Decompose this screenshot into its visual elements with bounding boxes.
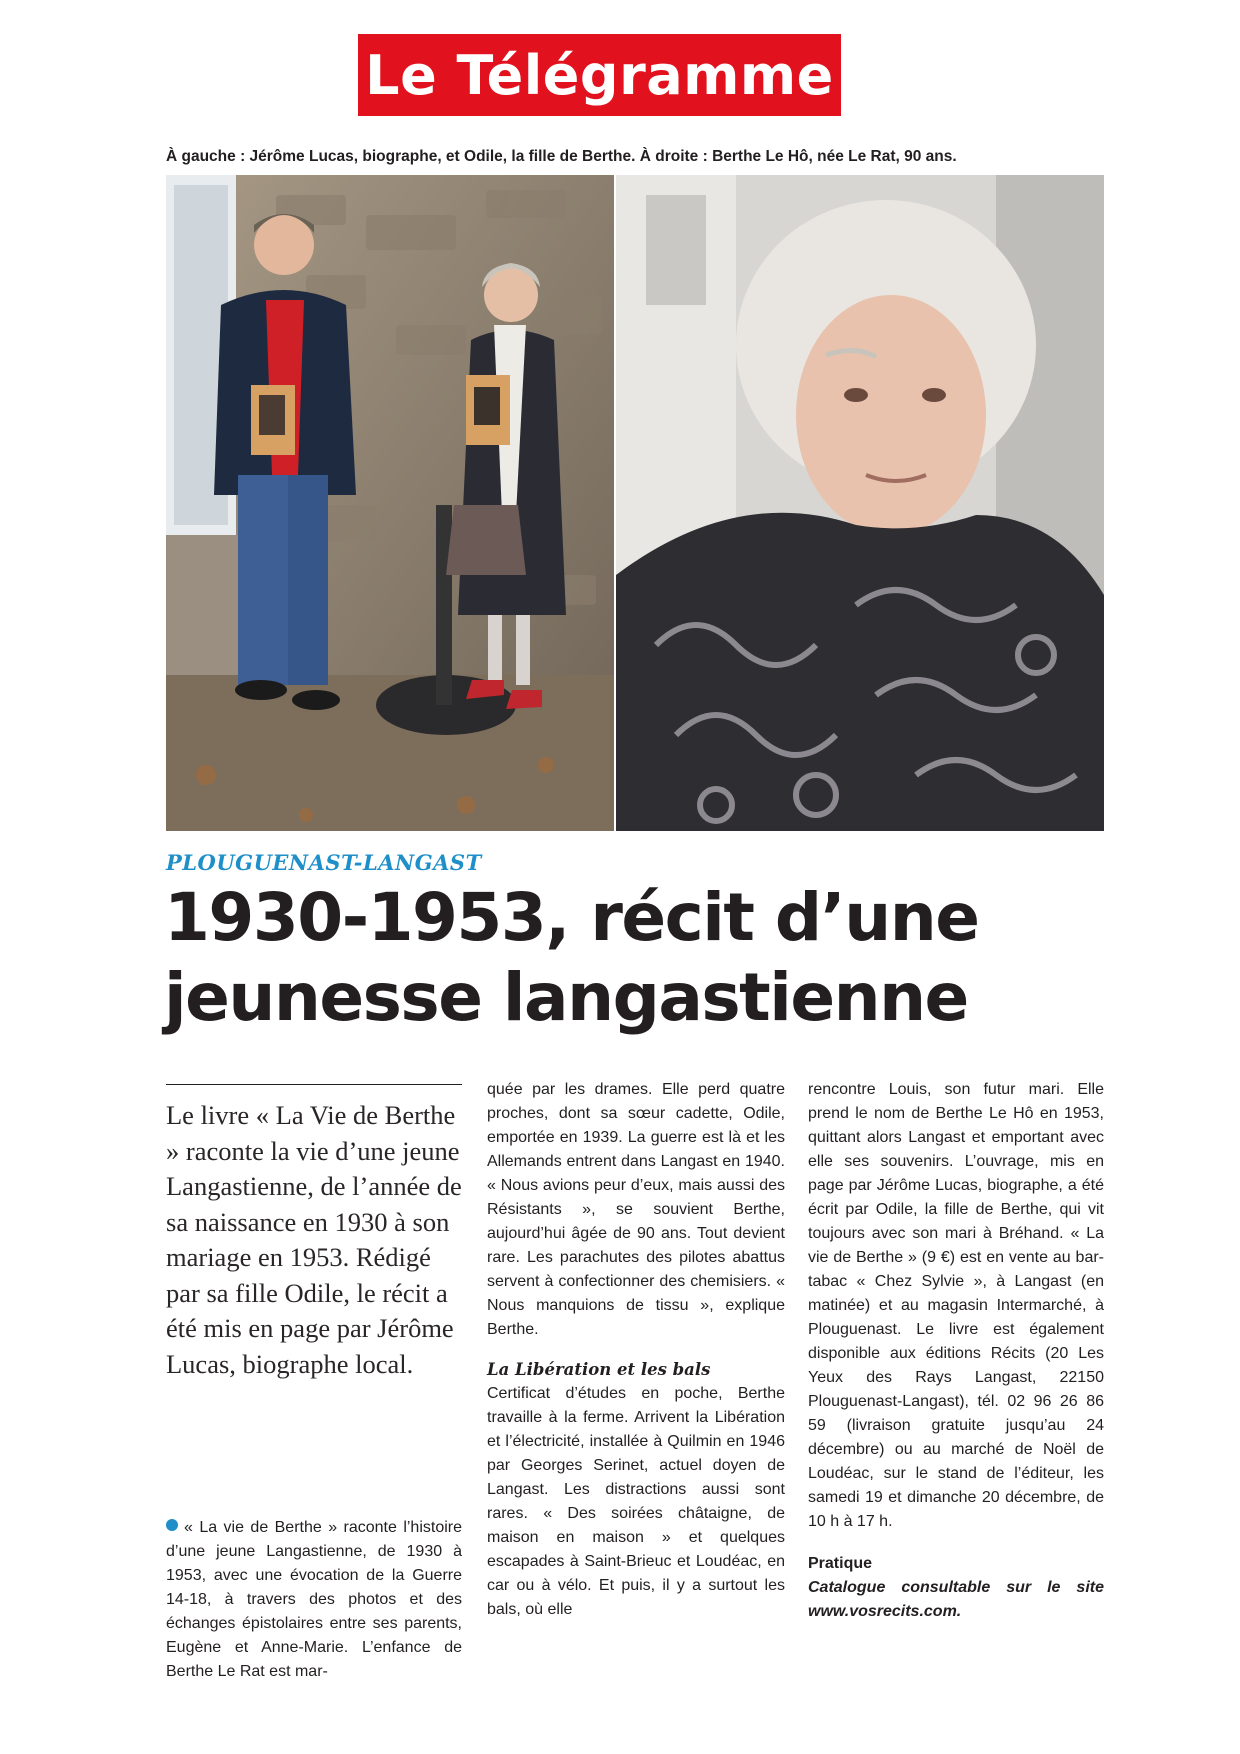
photo-biographer-and-daughter [166,175,614,831]
column-divider-rule [166,1084,462,1085]
body-text: quée par les drames. Elle perd quatre proches, dont sa sœur cadette, Odile, emportée en 1939. La guerre est là et les Allemands entrent dans Langast en 1940. « Nous avions peur d’eux, mais aussi des Résistants », se souvient Berthe, aujourd’hui âgée de 90 ans. Tout devient rare. Les parachutes des pilotes abattus servent à confectionner des chemisiers. « Nous manquions de tissu », explique Berthe. [487,1081,785,1338]
article-subheading: La Libération et les bals [487,1360,711,1379]
article-column-1 [166,1516,462,1684]
body-text: rencontre Louis, son futur mari. Elle prend le nom de Berthe Le Hô en 1953, quittant alors Langast et emportant avec elle ses souvenirs. L’ouvrage, mis en page par Jérôme Lucas, biographe, a été écrit par Odile, la fille de Berthe, qui vit toujours avec son mari à Bréhand. « La vie de Berthe » (9 €) est en vente au bar-tabac « Chez Sylvie », à Langast (en matinée) et au magasin Intermarché, à Plouguenast. Le livre est également disponible aux éditions Récits (20 Les Yeux des Rays Langast, 22150 Plouguenast-Langast), tél. 02 96 26 86 59 (livraison gratuite jusqu’au 24 décembre) ou au marché de Noël de Loudéac, sur le stand de l’éditeur, les samedi 19 et dimanche 20 décembre, de 10 h à 17 h. [808,1081,1104,1530]
body-text: « La vie de Berthe » raconte l’histoire d’une jeune Langastienne, de 1930 à 1953, avec une évocation de la Guerre 14-18, à travers des photos et des échanges épistolaires entre ses parents, Eugène et Anne-Marie. L’enfance de Berthe Le Rat est mar- [166,1519,462,1680]
article-lead: Le livre « La Vie de Berthe » raconte la vie d’une jeune Langastienne, de l’année de sa naissance en 1930 à son mariage en 1953. Rédigé par sa fille Odile, le récit a été mis en page par Jérôme Lucas, biographe local. [166,1100,462,1379]
photo-berthe-portrait [616,175,1104,831]
article-headline: 1930-1953, récit d’une jeunesse langastienne [164,879,979,1036]
article-column-2 [487,1078,785,1622]
article-kicker: PLOUGUENAST-LANGAST [166,850,482,875]
masthead-title: Le Télégramme [365,43,834,107]
newspaper-masthead [358,34,841,116]
body-text: Certificat d’études en poche, Berthe travaille à la ferme. Arrivent la Libération et l’électricité, installée à Quilmin en 1946 par Georges Serinet, actuel doyen de Langast. Les distractions aussi sont rares. « Des soirées châtaigne, de maison en maison » et quelques escapades à Saint-Brieuc et Loudéac, en car ou à vélo. Et puis, il y a surtout les bals, où elle [487,1385,785,1618]
article-column-3 [808,1078,1104,1624]
bullet-dot-icon [166,1519,178,1531]
practical-info-text: Catalogue consultable sur le site www.vosrecits.com. [808,1579,1104,1620]
photo-caption: À gauche : Jérôme Lucas, biographe, et Odile, la fille de Berthe. À droite : Berthe Le Hô, née Le Rat, 90 ans. [166,148,957,165]
practical-info-title: Pratique [808,1555,873,1572]
